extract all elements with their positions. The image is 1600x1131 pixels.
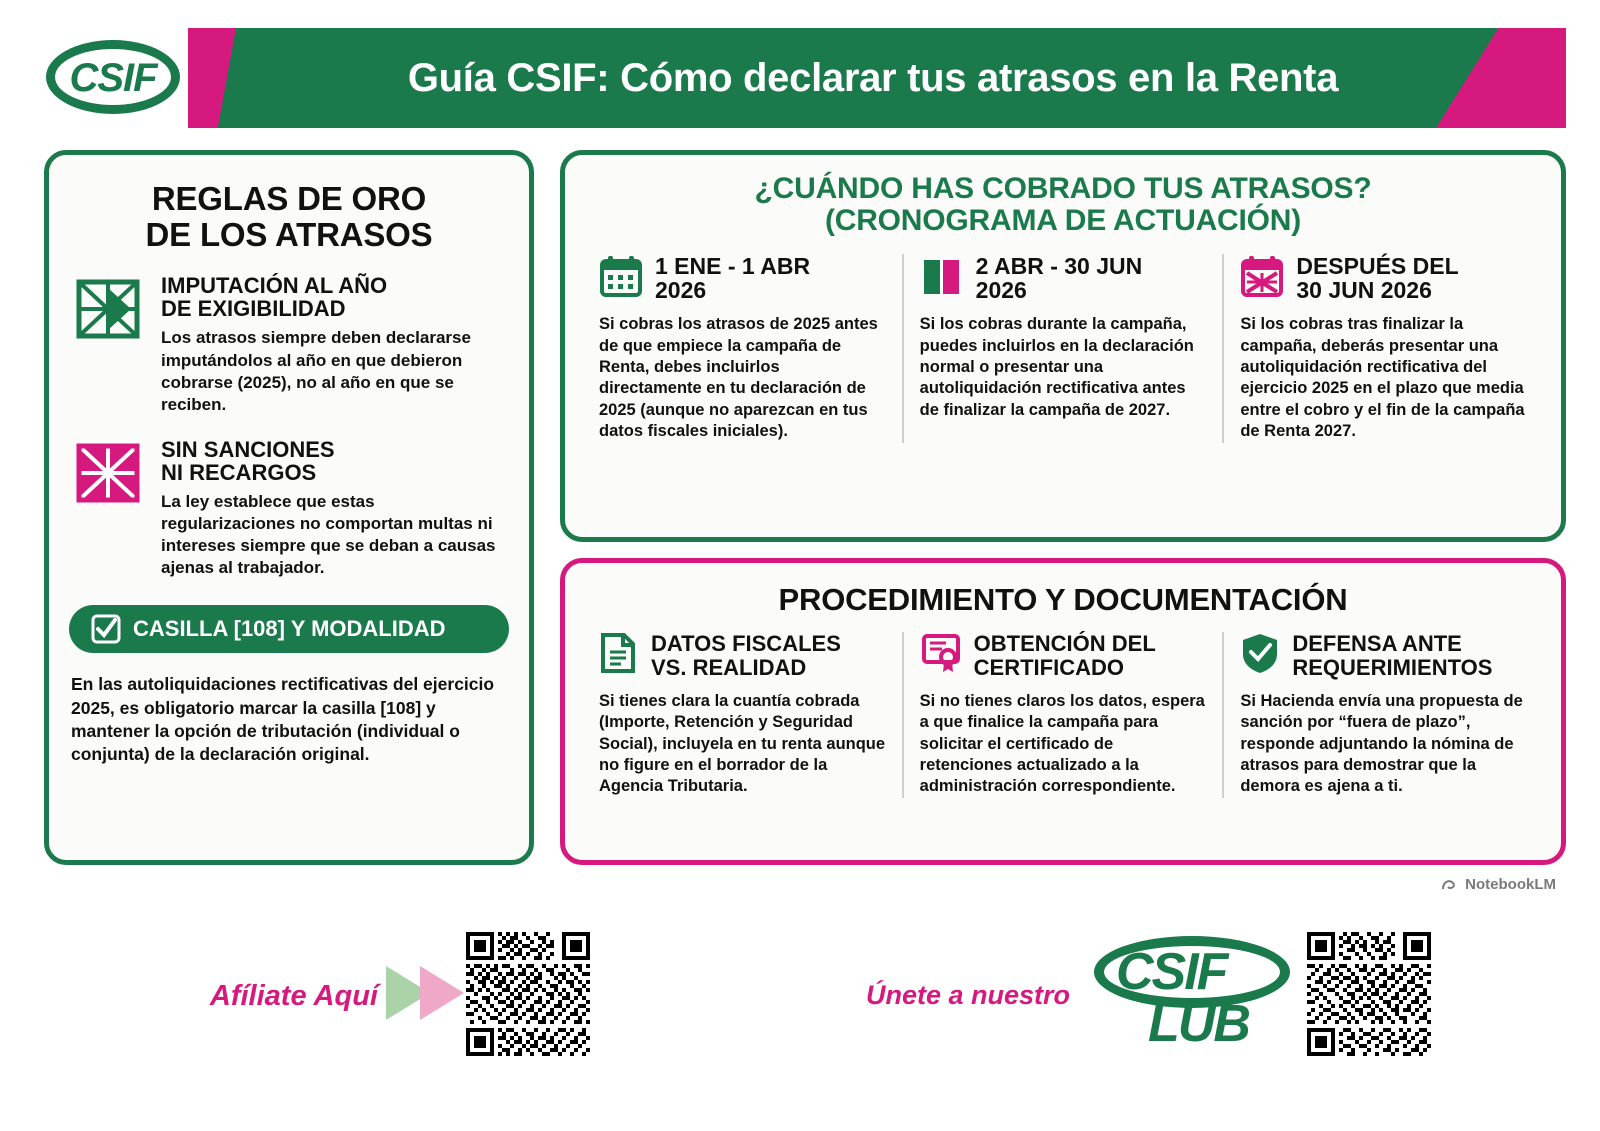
rule-title-line2: DE EXIGIBILIDAD <box>161 296 346 322</box>
club-text: Únete a nuestro <box>865 980 1070 1010</box>
panel-title-procedure: PROCEDIMIENTO Y DOCUMENTACIÓN <box>778 582 1348 617</box>
rule-text: La ley establece que estas regularizaciones no comportan multas ni intereses siempre que se deban a causas ajenas al trabajador. <box>161 492 496 578</box>
footer <box>0 910 1600 1131</box>
imputation-grid-icon <box>75 274 145 416</box>
timeline-label-line1: 1 ENE - 1 ABR <box>655 252 811 279</box>
timeline-label-line2: 30 JUN 2026 <box>1296 276 1432 303</box>
arrow-icon <box>380 958 470 1028</box>
timeline-column <box>1222 254 1543 443</box>
rule-item <box>49 274 529 416</box>
timeline-column-text: Si cobras los atrasos de 2025 antes de que empiece la campaña de Renta, debes incluirlos directamente en tu declaración de 2025 (aunque no aparezcan en tus datos fiscales iniciales). <box>599 315 878 441</box>
procedure-column-label <box>974 632 1156 678</box>
timeline-column-label <box>655 254 810 302</box>
rule-item <box>49 438 529 580</box>
timeline-label-line1: 2 ABR - 30 JUN <box>975 252 1143 279</box>
timeline-column-head <box>920 254 1207 302</box>
check-box-icon <box>91 614 121 644</box>
affiliate-text: Afíliate Aquí <box>209 980 378 1012</box>
logo-text: CSIF <box>69 55 157 100</box>
page-title: Guía CSIF: Cómo declarar tus atrasos en la Renta <box>407 55 1339 100</box>
panel-title-rules-line1: REGLAS DE ORO <box>151 180 427 217</box>
procedure-label-line2: REQUERIMIENTOS <box>1292 654 1493 680</box>
procedure-label-line1: OBTENCIÓN DEL <box>973 631 1156 657</box>
procedure-label-line2: VS. REALIDAD <box>651 654 807 680</box>
procedure-column-head <box>599 632 886 678</box>
panel-procedimiento <box>560 558 1566 865</box>
watermark <box>1441 876 1556 893</box>
procedure-columns <box>565 632 1561 797</box>
qr-code-affiliate[interactable] <box>466 932 590 1056</box>
shield-check-icon <box>1240 632 1280 674</box>
timeline-columns <box>565 254 1561 443</box>
procedure-label-line2: CERTIFICADO <box>973 654 1124 680</box>
certificate-seal-icon <box>920 632 962 674</box>
timeline-label-line1: DESPUÉS DEL <box>1296 252 1459 279</box>
club-logo-line1: CSIF <box>1116 943 1227 1001</box>
timeline-label-line2: 2026 <box>975 276 1027 303</box>
procedure-column <box>902 632 1223 797</box>
rule-title-line2: NI RECARGOS <box>161 459 317 485</box>
procedure-column-text: Si no tienes claros los datos, espera a que finalice la campaña para solicitar el certificado de retenciones actualizado a la administración correspondiente. <box>919 691 1205 796</box>
casilla-note: En las autoliquidaciones rectificativas del ejercicio 2025, es obligatorio marcar la casilla [108] y mantener la opción de tributación (individual o conjunta) de la declaración original. <box>71 674 495 765</box>
timeline-column-text: Si los cobras durante la campaña, puedes incluirlos en la declaración normal o presentar una autoliquidación rectificativa antes de finalizar la campaña de 2027. <box>919 315 1194 419</box>
calendar-split-icon <box>920 254 964 298</box>
notebooklm-icon <box>1441 877 1459 893</box>
rule-body <box>161 274 503 416</box>
no-penalty-grid-icon <box>75 438 145 580</box>
header <box>38 28 1566 128</box>
panel-title-timeline-line1: ¿CUÁNDO HAS COBRADO TUS ATRASOS? <box>754 172 1372 205</box>
procedure-column <box>1222 632 1543 797</box>
rule-body <box>161 438 503 580</box>
procedure-column-text: Si tienes clara la cuantía cobrada (Importe, Retención y Seguridad Social), incluyela en tu renta aunque no figure en el borrador de la Agencia Tributaria. <box>599 691 886 796</box>
rule-title-line1: IMPUTACIÓN AL AÑO <box>161 273 388 299</box>
calendar-crossed-icon <box>1240 254 1284 298</box>
qr-code-club[interactable] <box>1307 932 1431 1056</box>
casilla-pill-label: CASILLA [108] Y MODALIDAD <box>133 616 446 642</box>
procedure-label-line1: DATOS FISCALES <box>651 631 841 657</box>
procedure-column <box>583 632 902 797</box>
panel-cronograma <box>560 150 1566 542</box>
procedure-column-head <box>1240 632 1527 678</box>
panel-reglas-de-oro <box>44 150 534 865</box>
rule-title-line1: SIN SANCIONES <box>161 436 335 462</box>
panel-title-rules <box>49 181 529 252</box>
timeline-column <box>583 254 902 443</box>
timeline-label-line2: 2026 <box>655 276 707 303</box>
timeline-column-label <box>1296 254 1458 302</box>
procedure-column-text: Si Hacienda envía una propuesta de sanción por “fuera de plazo”, responde adjuntando la nómina de atrasos para demostrar que la demora es ajena a ti. <box>1240 691 1523 796</box>
procedure-column-label <box>1292 632 1492 678</box>
timeline-column-head <box>599 254 886 302</box>
timeline-column-text: Si los cobras tras finalizar la campaña, deberás presentar una autoliquidación rectificativa del ejercicio 2025 en el plazo que media entre el cobro y el fin de la campaña de Renta 2027. <box>1240 315 1525 441</box>
timeline-column <box>902 254 1223 443</box>
club-logo-line2: LUB <box>1148 995 1249 1053</box>
timeline-column-label <box>976 254 1143 302</box>
procedure-column-label <box>651 632 841 678</box>
document-lines-icon <box>599 632 639 674</box>
procedure-label-line1: DEFENSA ANTE <box>1292 631 1462 657</box>
calendar-green-icon <box>599 254 643 298</box>
panel-title-rules-line2: DE LOS ATRASOS <box>145 215 433 253</box>
csif-logo <box>38 34 188 122</box>
csif-club-logo <box>1088 928 1298 1058</box>
casilla-pill <box>69 605 509 653</box>
rule-title <box>161 438 503 484</box>
panel-title-timeline <box>565 173 1561 238</box>
watermark-label: NotebookLM <box>1465 876 1556 893</box>
panel-title-timeline-line2: (CRONOGRAMA DE ACTUACIÓN) <box>824 204 1302 238</box>
procedure-column-head <box>920 632 1207 678</box>
timeline-column-head <box>1240 254 1527 302</box>
rule-text: Los atrasos siempre deben declararse imputándolos al año en que debieron cobrarse (2025), no al año en que se reciben. <box>161 328 471 414</box>
rule-title <box>161 274 503 320</box>
